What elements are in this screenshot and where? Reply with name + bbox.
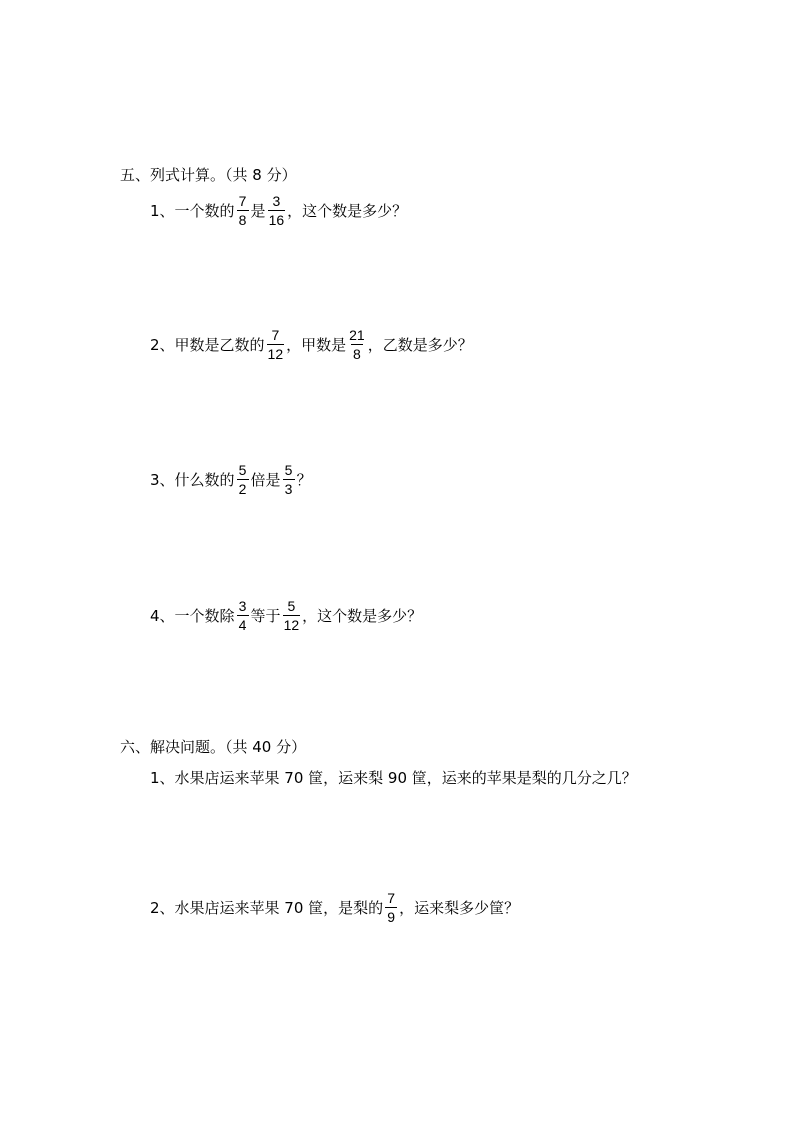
q5-3-text-a: 3、什么数的 bbox=[150, 470, 235, 489]
fraction-numerator: 5 bbox=[238, 461, 247, 478]
fraction-denominator: 4 bbox=[237, 615, 249, 632]
fraction-denominator: 12 bbox=[283, 616, 300, 633]
fraction-numerator: 5 bbox=[284, 461, 293, 478]
fraction-numerator: 21 bbox=[349, 326, 365, 343]
question-5-2 bbox=[150, 324, 473, 364]
section-5-title bbox=[120, 154, 297, 194]
fraction bbox=[237, 463, 249, 496]
fraction-denominator: 16 bbox=[268, 211, 285, 228]
fraction-denominator: 12 bbox=[267, 345, 284, 362]
fraction-numerator: 5 bbox=[287, 597, 296, 614]
fraction-denominator: 9 bbox=[385, 907, 397, 924]
fraction-denominator: 8 bbox=[351, 344, 363, 361]
fraction bbox=[283, 463, 295, 496]
q5-4-text-b: 等于 bbox=[250, 606, 281, 625]
fraction bbox=[237, 599, 249, 632]
fraction-denominator: 8 bbox=[237, 210, 249, 227]
section-5-title-text: 五、列式计算。（共 8 分） bbox=[120, 165, 297, 184]
fraction-numerator: 7 bbox=[238, 192, 247, 209]
question-5-3 bbox=[150, 459, 312, 499]
question-5-1 bbox=[150, 190, 407, 230]
fraction bbox=[283, 599, 301, 632]
q5-2-text-a: 2、甲数是乙数的 bbox=[150, 335, 265, 354]
q5-1-text-c: ，这个数是多少？ bbox=[287, 201, 408, 220]
q5-3-text-b: 倍是 bbox=[250, 470, 281, 489]
fraction bbox=[348, 328, 366, 361]
fraction bbox=[385, 891, 397, 924]
fraction bbox=[237, 194, 249, 227]
fraction-numerator: 3 bbox=[272, 192, 281, 209]
q5-1-text-a: 1、一个数的 bbox=[150, 201, 235, 220]
q5-2-text-c: ，乙数是多少？ bbox=[367, 335, 473, 354]
fraction-numerator: 7 bbox=[271, 326, 280, 343]
question-6-1 bbox=[150, 757, 637, 797]
fraction-denominator: 3 bbox=[283, 479, 295, 496]
question-5-4 bbox=[150, 595, 422, 635]
fraction bbox=[267, 328, 285, 361]
q5-4-text-a: 4、一个数除 bbox=[150, 606, 235, 625]
q6-2-text-a: 2、水果店运来苹果 70 筐，是梨的 bbox=[150, 898, 384, 917]
question-6-2 bbox=[150, 887, 519, 927]
q5-1-text-b: 是 bbox=[250, 201, 266, 220]
fraction bbox=[268, 194, 286, 227]
q6-1-text: 1、水果店运来苹果 70 筐，运来梨 90 筐，运来的苹果是梨的几分之几？ bbox=[150, 768, 637, 787]
q5-3-text-c: ？ bbox=[296, 470, 312, 489]
q5-4-text-c: ，这个数是多少？ bbox=[302, 606, 423, 625]
fraction-numerator: 7 bbox=[387, 889, 396, 906]
section-6-title-text: 六、解决问题。（共 40 分） bbox=[120, 737, 307, 756]
fraction-denominator: 2 bbox=[237, 479, 249, 496]
q6-2-text-b: ，运来梨多少筐？ bbox=[399, 898, 520, 917]
fraction-numerator: 3 bbox=[238, 597, 247, 614]
q5-2-text-b: ，甲数是 bbox=[286, 335, 347, 354]
